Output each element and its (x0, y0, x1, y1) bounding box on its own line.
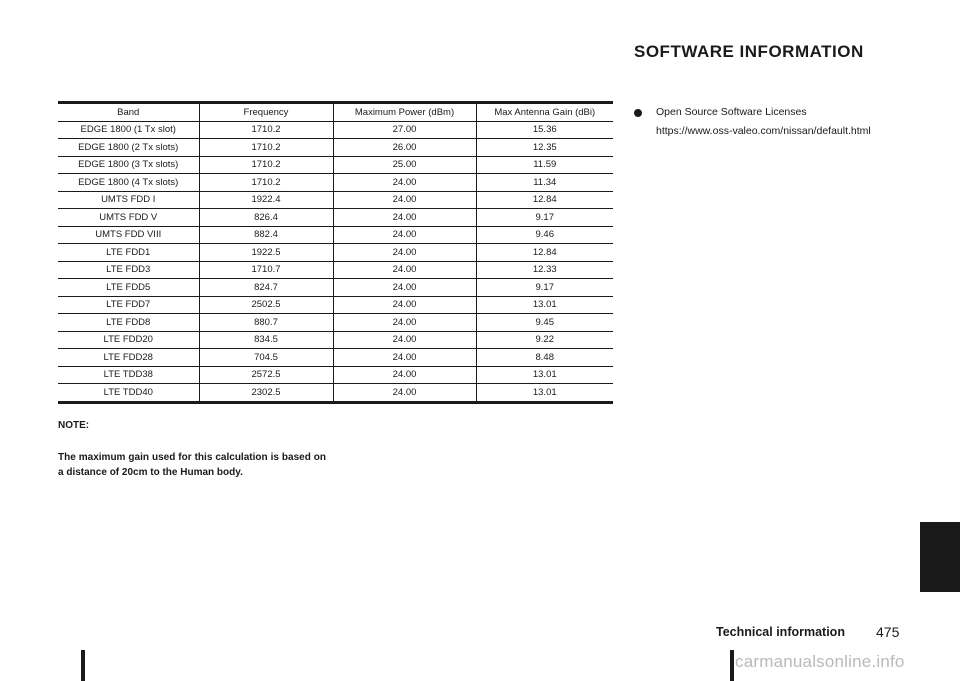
table-cell: 2572.5 (199, 366, 333, 384)
table-cell: 24.00 (333, 174, 476, 192)
table-cell: 9.46 (476, 226, 613, 244)
table-row (58, 314, 613, 332)
table-cell: LTE TDD40 (58, 384, 199, 403)
table-cell: 24.00 (333, 296, 476, 314)
table-cell: 12.84 (476, 244, 613, 262)
table-cell: LTE FDD7 (58, 296, 199, 314)
table-row (58, 121, 613, 139)
table-cell: LTE FDD3 (58, 261, 199, 279)
table-row (58, 156, 613, 174)
table-row (58, 349, 613, 367)
table-cell: 826.4 (199, 209, 333, 227)
table-header (58, 103, 613, 122)
table-cell: 15.36 (476, 121, 613, 139)
table-cell: 1922.4 (199, 191, 333, 209)
oss-licenses-label: Open Source Software Licenses (656, 106, 807, 118)
table-cell: 882.4 (199, 226, 333, 244)
table-row (58, 384, 613, 403)
table-cell: LTE TDD38 (58, 366, 199, 384)
table-row (58, 331, 613, 349)
table-cell: 24.00 (333, 384, 476, 403)
bullet-icon (634, 109, 642, 117)
table-cell: 9.45 (476, 314, 613, 332)
table-cell: 834.5 (199, 331, 333, 349)
table-cell: 24.00 (333, 209, 476, 227)
table-cell: EDGE 1800 (3 Tx slots) (58, 156, 199, 174)
table-cell: 1710.2 (199, 156, 333, 174)
column-header: Maximum Power (dBm) (333, 103, 476, 122)
table-cell: 26.00 (333, 139, 476, 157)
table-cell: EDGE 1800 (1 Tx slot) (58, 121, 199, 139)
table-cell: 2502.5 (199, 296, 333, 314)
oss-licenses-url[interactable]: https://www.oss-valeo.com/nissan/default.html (656, 125, 871, 137)
table-row (58, 174, 613, 192)
table-cell: 1710.7 (199, 261, 333, 279)
table-cell: 880.7 (199, 314, 333, 332)
note-label: NOTE: (58, 420, 90, 431)
table-cell: 27.00 (333, 121, 476, 139)
table-cell: 13.01 (532, 386, 557, 398)
table-header-row (58, 103, 613, 122)
table-cell: 24.00 (333, 244, 476, 262)
table-cell: LTE FDD28 (58, 349, 199, 367)
table-cell: EDGE 1800 (2 Tx slots) (58, 139, 199, 157)
chapter-tab (920, 522, 960, 592)
watermark: carmanualsonline.info (735, 652, 905, 671)
column-header: Frequency (199, 103, 333, 122)
table-cell: 12.35 (476, 139, 613, 157)
table-row (58, 261, 613, 279)
note-text: The maximum gain used for this calculation is based on a distance of 20cm to the Human body. (58, 452, 326, 478)
table-cell: 24.00 (333, 349, 476, 367)
table-cell: 24.00 (333, 331, 476, 349)
table-row (58, 226, 613, 244)
table-cell: 24.00 (333, 279, 476, 297)
table-row (58, 139, 613, 157)
radio-spec-table (58, 101, 613, 404)
table-cell: LTE FDD8 (58, 314, 199, 332)
table-row (58, 244, 613, 262)
table-cell: 9.22 (476, 331, 613, 349)
table-cell: UMTS FDD I (58, 191, 199, 209)
table-row (58, 366, 613, 384)
table-cell: LTE FDD1 (58, 244, 199, 262)
table-cell: 13.01 (476, 296, 613, 314)
table-cell: 9.17 (476, 279, 613, 297)
table-cell: 1922.5 (199, 244, 333, 262)
table-cell: 11.59 (476, 156, 613, 174)
crop-mark-left (81, 650, 85, 681)
column-header: Band (58, 103, 199, 122)
crop-mark-right (730, 650, 734, 681)
table-cell: 12.33 (476, 261, 613, 279)
table-cell: 2302.5 (199, 384, 333, 403)
table-cell: 1710.2 (199, 139, 333, 157)
table-cell: 24.00 (333, 366, 476, 384)
table-cell: 9.17 (476, 209, 613, 227)
table-cell: 1710.2 (199, 121, 333, 139)
table-body (58, 121, 613, 402)
table-cell: LTE FDD20 (58, 331, 199, 349)
table-cell: 824.7 (199, 279, 333, 297)
table-cell: 704.5 (199, 349, 333, 367)
table-cell: 24.00 (333, 191, 476, 209)
table-cell: 24.00 (333, 314, 476, 332)
column-header: Max Antenna Gain (dBi) (476, 103, 613, 122)
table-cell: UMTS FDD VIII (58, 226, 199, 244)
footer-chapter-title: Technical information (716, 625, 845, 639)
table-row (58, 279, 613, 297)
table-cell: 13.01 (476, 366, 613, 384)
table-cell: 24.00 (333, 226, 476, 244)
table-row (58, 191, 613, 209)
table-cell: 12.84 (476, 191, 613, 209)
table-cell: 1710.2 (199, 174, 333, 192)
table-cell: LTE FDD5 (58, 279, 199, 297)
table-cell: 24.00 (333, 261, 476, 279)
table-cell: 8.48 (476, 349, 613, 367)
page-number: 475 (876, 624, 900, 640)
section-title: SOFTWARE INFORMATION (634, 42, 864, 61)
table-cell: 11.34 (476, 174, 613, 192)
table-cell: UMTS FDD V (58, 209, 199, 227)
table-row (58, 296, 613, 314)
table-cell: EDGE 1800 (4 Tx slots) (58, 174, 199, 192)
table-row (58, 209, 613, 227)
table-cell: 25.00 (333, 156, 476, 174)
